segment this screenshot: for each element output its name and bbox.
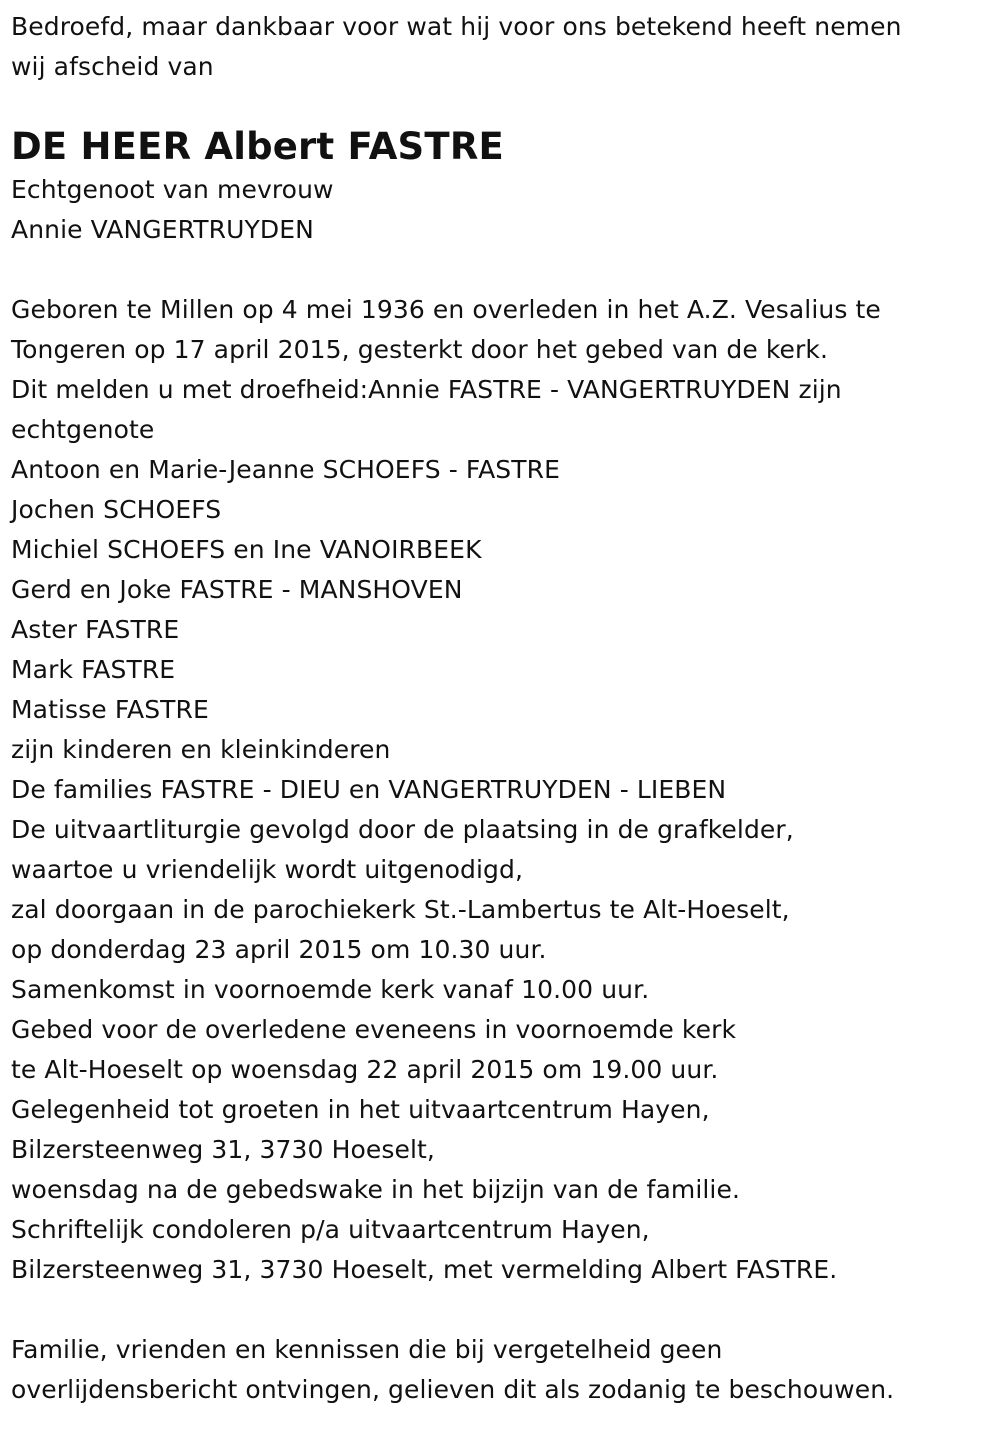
body-line: Jochen SCHOEFS [11, 495, 222, 524]
body-line: echtgenote [11, 415, 155, 444]
body-line: woensdag na de gebedswake in het bijzijn van de familie. [11, 1175, 741, 1204]
closing-text [11, 1330, 991, 1410]
body-line: Tongeren op 17 april 2015, gesterkt door het gebed van de kerk. [11, 335, 829, 364]
body-line: Gelegenheid tot groeten in het uitvaartcentrum Hayen, [11, 1095, 710, 1124]
body-line: Aster FASTRE [11, 615, 180, 644]
body-line: op donderdag 23 april 2015 om 10.30 uur. [11, 935, 547, 964]
obituary-notice [11, 7, 991, 1410]
intro-line: Bedroefd, maar dankbaar voor wat hij voor ons betekend heeft nemen [11, 12, 902, 41]
body-line: Matisse FASTRE [11, 695, 209, 724]
body-line: De uitvaartliturgie gevolgd door de plaatsing in de grafkelder, [11, 815, 794, 844]
closing-line: overlijdensbericht ontvingen, gelieven dit als zodanig te beschouwen. [11, 1375, 895, 1404]
intro-line: wij afscheid van [11, 52, 214, 81]
body-line: te Alt-Hoeselt op woensdag 22 april 2015 om 19.00 uur. [11, 1055, 719, 1084]
body-line: Michiel SCHOEFS en Ine VANOIRBEEK [11, 535, 482, 564]
spouse-line: Annie VANGERTRUYDEN [11, 215, 314, 244]
body-line: waartoe u vriendelijk wordt uitgenodigd, [11, 855, 524, 884]
spacer [11, 1290, 991, 1330]
body-line: Gebed voor de overledene eveneens in voornoemde kerk [11, 1015, 737, 1044]
body-line: De families FASTRE - DIEU en VANGERTRUYDEN - LIEBEN [11, 775, 727, 804]
body-line: Gerd en Joke FASTRE - MANSHOVEN [11, 575, 463, 604]
body-line: Bilzersteenweg 31, 3730 Hoeselt, met vermelding Albert FASTRE. [11, 1255, 838, 1284]
body-line: Antoon en Marie-Jeanne SCHOEFS - FASTRE [11, 455, 561, 484]
body-line: zijn kinderen en kleinkinderen [11, 735, 391, 764]
body-line: Bilzersteenweg 31, 3730 Hoeselt, [11, 1135, 435, 1164]
deceased-name: DE HEER Albert FASTRE [11, 125, 504, 168]
spouse-info [11, 170, 991, 250]
body-line: Geboren te Millen op 4 mei 1936 en overleden in het A.Z. Vesalius te [11, 295, 881, 324]
body-line: Dit melden u met droefheid:Annie FASTRE - VANGERTRUYDEN zijn [11, 375, 842, 404]
closing-line: Familie, vrienden en kennissen die bij vergetelheid geen [11, 1335, 723, 1364]
body-line: Samenkomst in voornoemde kerk vanaf 10.00 uur. [11, 975, 650, 1004]
body-line: Schriftelijk condoleren p/a uitvaartcentrum Hayen, [11, 1215, 650, 1244]
body-line: Mark FASTRE [11, 655, 176, 684]
intro-text [11, 7, 991, 87]
spacer [11, 250, 991, 290]
body-line: zal doorgaan in de parochiekerk St.-Lambertus te Alt-Hoeselt, [11, 895, 790, 924]
spouse-line: Echtgenoot van mevrouw [11, 175, 334, 204]
notice-body [11, 290, 991, 1290]
